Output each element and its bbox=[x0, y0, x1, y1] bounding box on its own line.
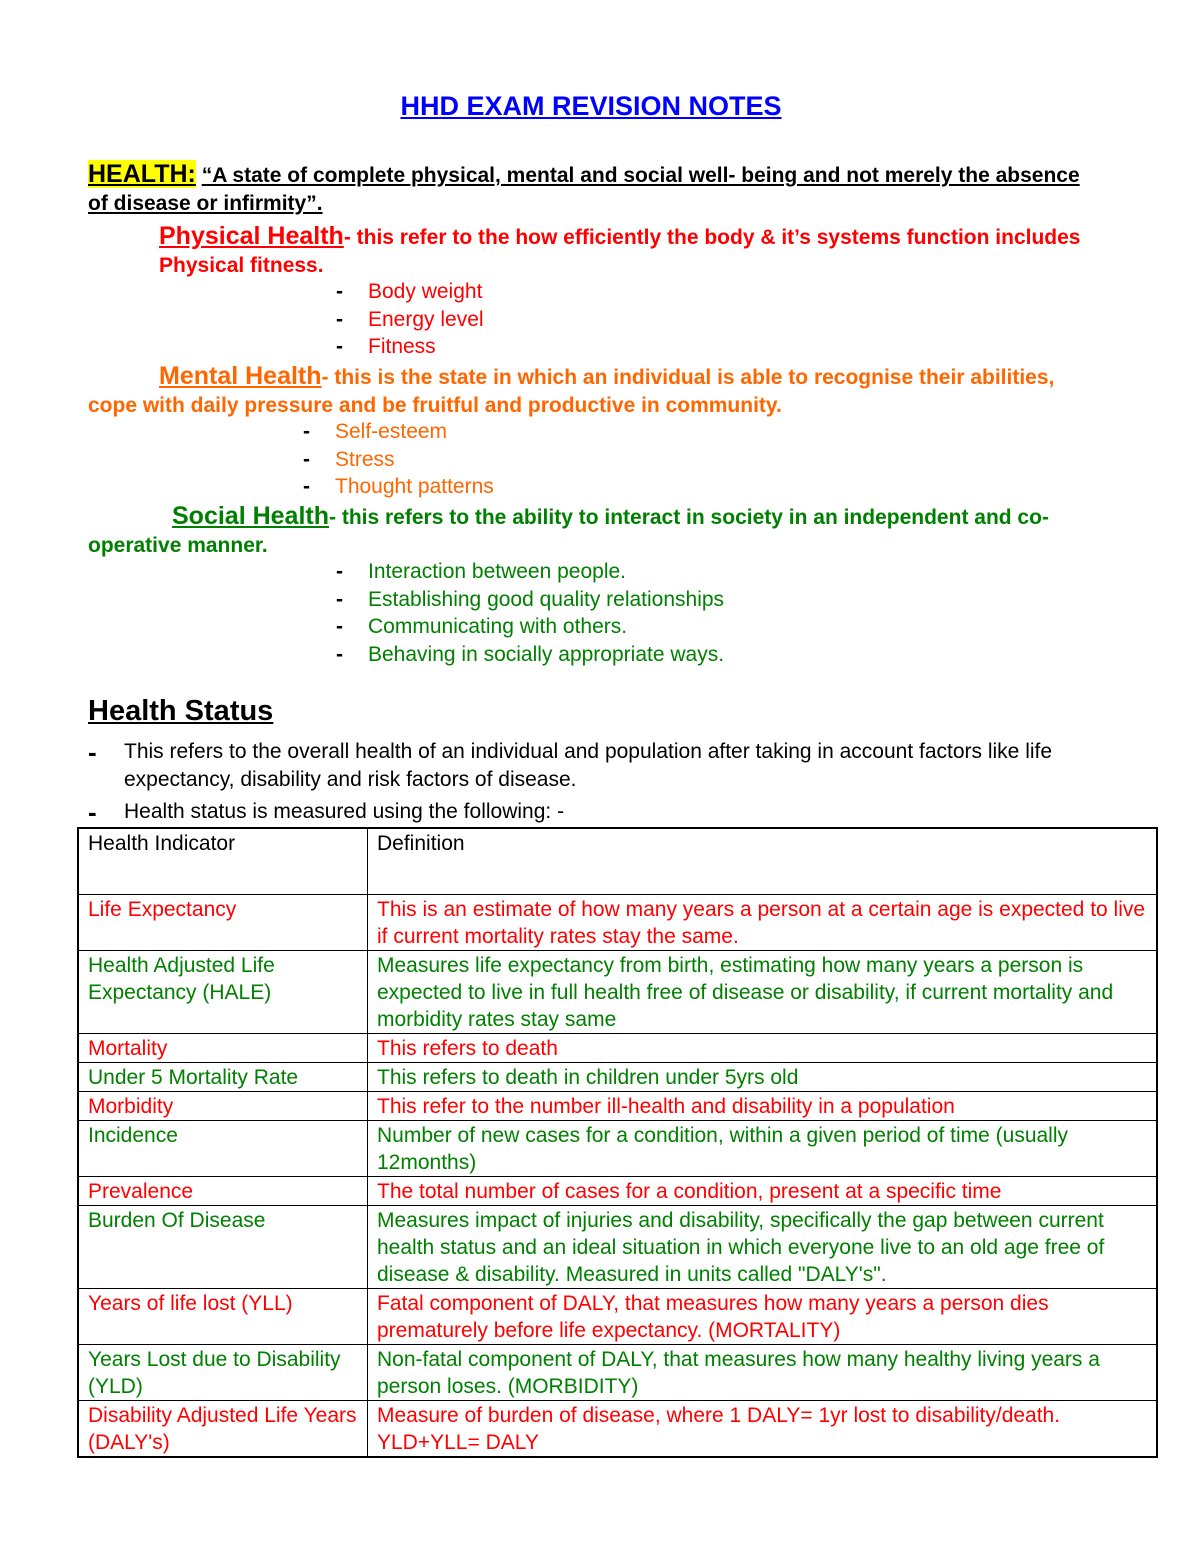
table-row bbox=[78, 1345, 1157, 1401]
health-indicator-table bbox=[77, 827, 1158, 1458]
list-item: - Behaving in socially appropriate ways. bbox=[336, 641, 724, 669]
list-item: - Energy level bbox=[336, 306, 484, 334]
indicator-cell: Years Lost due to Disability (YLD) bbox=[78, 1345, 368, 1401]
definition-cell: This is an estimate of how many years a person at a certain age is expected to live if current mortality rates stay the same. bbox=[368, 895, 1158, 951]
indicator-cell: Disability Adjusted Life Years (DALY's) bbox=[78, 1401, 368, 1458]
list-item: - This refers to the overall health of an individual and population after taking in account factors like life expectancy, disability and risk factors of disease. bbox=[88, 738, 1098, 794]
table-row bbox=[78, 1177, 1157, 1206]
health-label: HEALTH: bbox=[88, 160, 196, 188]
definition-cell: Measures impact of injuries and disability, specifically the gap between current health status and an ideal situation in which everyone live to an old age free of disease & disability. Measured in units called "DALY's". bbox=[368, 1206, 1158, 1289]
mental-health-description: - this is the state in which an individual is able to recognise their abilities, cope with daily pressure and be fruitful and productive in community. bbox=[88, 366, 1055, 417]
list-item: - Interaction between people. bbox=[336, 558, 724, 586]
definition-cell: This refer to the number ill-health and disability in a population bbox=[368, 1092, 1158, 1121]
table-row bbox=[78, 951, 1157, 1034]
indicator-cell: Morbidity bbox=[78, 1092, 368, 1121]
indicator-cell: Burden Of Disease bbox=[78, 1206, 368, 1289]
list-item: - Health status is measured using the following: - bbox=[88, 798, 1098, 826]
definition-cell: Measure of burden of disease, where 1 DALY= 1yr lost to disability/death. YLD+YLL= DALY bbox=[368, 1401, 1158, 1458]
table-row bbox=[78, 1121, 1157, 1177]
indicator-cell: Health Adjusted Life Expectancy (HALE) bbox=[78, 951, 368, 1034]
list-item: - Stress bbox=[303, 446, 494, 474]
indicator-cell: Under 5 Mortality Rate bbox=[78, 1063, 368, 1092]
health-quote: “A state of complete physical, mental and social well- being and not merely the absence of disease or infirmity”. bbox=[88, 164, 1080, 215]
definition-cell: This refers to death in children under 5yrs old bbox=[368, 1063, 1158, 1092]
page-title: HHD EXAM REVISION NOTES bbox=[400, 91, 782, 121]
definition-cell: Non-fatal component of DALY, that measures how many healthy living years a person loses. (MORBIDITY) bbox=[368, 1345, 1158, 1401]
indicator-cell: Years of life lost (YLL) bbox=[78, 1289, 368, 1345]
indicator-cell: Life Expectancy bbox=[78, 895, 368, 951]
list-item: - Thought patterns bbox=[303, 473, 494, 501]
health-status-heading: Health Status bbox=[88, 695, 274, 727]
table-row bbox=[78, 895, 1157, 951]
physical-health-section bbox=[159, 222, 1099, 280]
table-header-row bbox=[78, 828, 1157, 895]
health-status-points bbox=[88, 738, 1098, 830]
social-health-term: Social Health bbox=[172, 502, 329, 530]
list-item: - Fitness bbox=[336, 333, 484, 361]
table-header-definition: Definition bbox=[368, 828, 1158, 895]
definition-cell: Fatal component of DALY, that measures how many years a person dies prematurely before life expectancy. (MORTALITY) bbox=[368, 1289, 1158, 1345]
table-row bbox=[78, 1092, 1157, 1121]
table-row bbox=[78, 1206, 1157, 1289]
list-item: - Body weight bbox=[336, 278, 484, 306]
mental-health-term: Mental Health bbox=[159, 362, 322, 390]
table-row bbox=[78, 1289, 1157, 1345]
list-item: - Communicating with others. bbox=[336, 613, 724, 641]
mental-health-section bbox=[88, 362, 1098, 420]
list-item: - Establishing good quality relationships bbox=[336, 586, 724, 614]
table-row bbox=[78, 1401, 1157, 1458]
definition-cell: Measures life expectancy from birth, estimating how many years a person is expected to live in full health free of disease or disability, if current mortality and morbidity rates stay same bbox=[368, 951, 1158, 1034]
list-item: - Self-esteem bbox=[303, 418, 494, 446]
indicator-cell: Prevalence bbox=[78, 1177, 368, 1206]
health-definition bbox=[88, 160, 1098, 218]
social-health-list bbox=[336, 558, 724, 668]
mental-health-list bbox=[303, 418, 494, 501]
table-row bbox=[78, 1063, 1157, 1092]
physical-health-term: Physical Health bbox=[159, 222, 344, 250]
social-health-description: - this refers to the ability to interact in society in an independent and co-operative manner. bbox=[88, 506, 1049, 557]
definition-cell: Number of new cases for a condition, within a given period of time (usually 12months) bbox=[368, 1121, 1158, 1177]
physical-health-list bbox=[336, 278, 484, 361]
table-header-indicator: Health Indicator bbox=[78, 828, 368, 895]
physical-health-description: - this refer to the how efficiently the body & it’s systems function includes Physical fitness. bbox=[159, 226, 1081, 277]
indicator-cell: Mortality bbox=[78, 1034, 368, 1063]
table-row bbox=[78, 1034, 1157, 1063]
indicator-cell: Incidence bbox=[78, 1121, 368, 1177]
social-health-section bbox=[88, 502, 1098, 560]
definition-cell: This refers to death bbox=[368, 1034, 1158, 1063]
definition-cell: The total number of cases for a condition, present at a specific time bbox=[368, 1177, 1158, 1206]
